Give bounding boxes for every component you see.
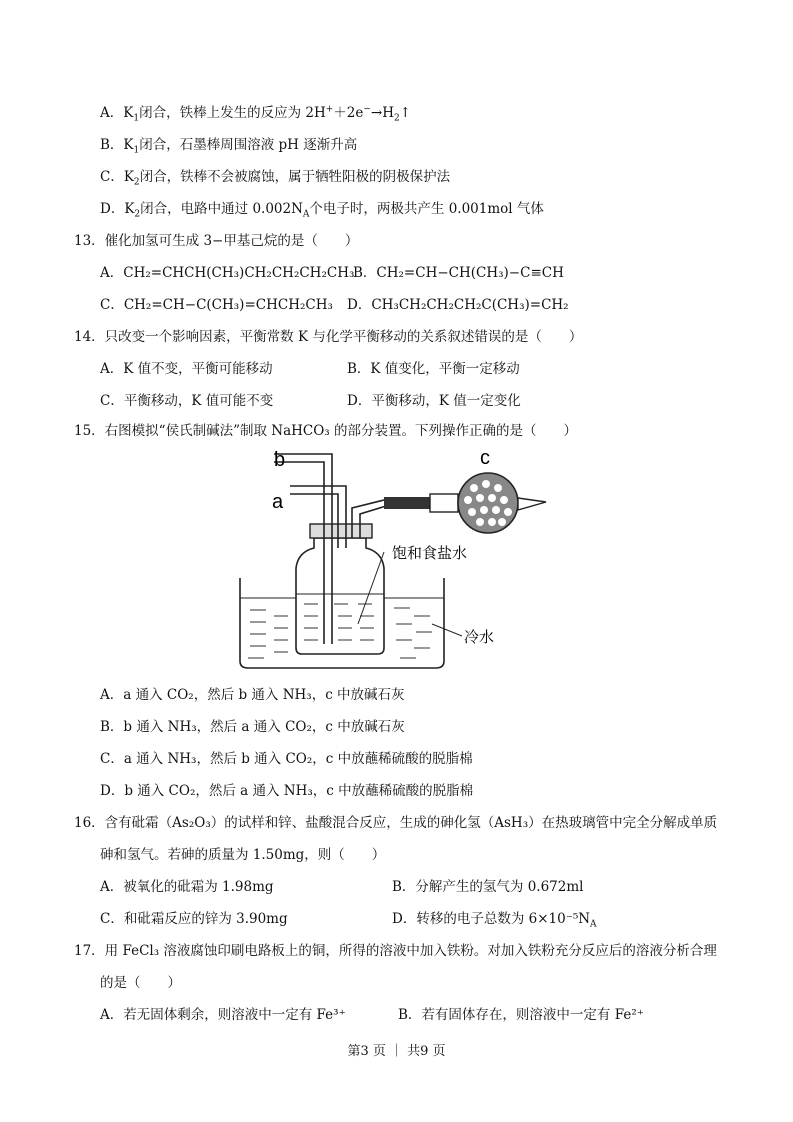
q15-option-d: D．b 通入 CO₂，然后 a 通入 NH₃，c 中放蘸稀硫酸的脱脂棉 — [100, 783, 474, 799]
q13-stem: 13．催化加氢可生成 3−甲基己烷的是（ ） — [74, 233, 359, 249]
q16-option-b: B．分解产生的氢气为 0.672ml — [392, 879, 584, 895]
label-cold-water: 冷水 — [464, 628, 495, 646]
apparatus-diagram — [234, 448, 564, 676]
q14-option-d: D．平衡移动，K 值一定变化 — [347, 393, 521, 409]
gas-washing-bottle — [296, 538, 384, 654]
cold-water-pointer — [432, 624, 462, 636]
q16-stem-line1: 16．含有砒霜（As₂O₃）的试样和锌、盐酸混合反应，生成的砷化氢（AsH₃）在热玻璃管中完全分解成单质 — [74, 815, 718, 831]
q12-option-a: A．$K_1$闭合，铁棒上发生的反应为 $2H^++2e^-\to H_2↑$ — [100, 104, 412, 124]
connector-hose — [384, 497, 430, 509]
q14-stem: 14．只改变一个影响因素，平衡常数 K 与化学平衡移动的关系叙述错误的是（ ） — [74, 329, 583, 345]
q13-option-c: C．CH₂=CH−C(CH₃)=CHCH₂CH₃ — [100, 297, 333, 313]
q17-option-a: A．若无固体剩余，则溶液中一定有 Fe³⁺ — [100, 1007, 346, 1023]
q13-option-d: D．CH₃CH₂CH₂CH₂C(CH₃)=CH₂ — [347, 297, 569, 313]
page-footer: 第3 页 ｜ 共9 页 — [347, 1044, 446, 1059]
q15-stem: 15．右图模拟“侯氏制碱法”制取 NaHCO₃ 的部分装置。下列操作正确的是（ ） — [74, 423, 578, 439]
q17-stem-line2: 的是（ ） — [100, 975, 181, 991]
q17-option-b: B．若有固体存在，则溶液中一定有 Fe²⁺ — [398, 1007, 644, 1023]
q17-stem-line1: 17．用 FeCl₃ 溶液腐蚀印刷电路板上的铜，所得的溶液中加入铁粉。对加入铁粉充分反应后的溶液分析合理 — [74, 943, 717, 959]
label-b: b — [274, 449, 286, 471]
q14-option-c: C．平衡移动，K 值可能不变 — [100, 393, 274, 409]
q15-option-a: A．a 通入 CO₂，然后 b 通入 NH₃，c 中放碱石灰 — [100, 687, 405, 703]
q15-option-b: B．b 通入 NH₃，然后 a 通入 CO₂，c 中放碱石灰 — [100, 719, 405, 735]
drying-tube-outlet — [518, 498, 546, 510]
q15-option-c: C．a 通入 NH₃，然后 b 通入 CO₂，c 中放蘸稀硫酸的脱脂棉 — [100, 751, 473, 767]
q12-option-d: D．$K_2$闭合，电路中通过 $0.002N_A$个电子时，两极共产生 0.001mol 气体 — [100, 201, 544, 220]
q16-option-d: D．转移的电子总数为 $6\times 10^{-5}N_A$ — [392, 911, 597, 930]
q14-option-b: B．K 值变化，平衡一定移动 — [347, 361, 520, 377]
label-a: a — [272, 491, 284, 513]
label-c: c — [480, 448, 490, 469]
q12-option-c: C．$K_2$闭合，铁棒不会被腐蚀，属于牺牲阳极的阴极保护法 — [100, 169, 451, 188]
rubber-stopper — [310, 524, 372, 538]
q14-option-a: A．K 值不变，平衡可能移动 — [100, 361, 273, 377]
q16-option-c: C．和砒霜反应的锌为 3.90mg — [100, 911, 288, 927]
q12-option-b: B．$K_1$闭合，石墨棒周围溶液 pH 逐渐升高 — [100, 137, 358, 156]
q13-option-b: B．CH₂=CH−CH(CH₃)−C≡CH — [353, 265, 564, 281]
q16-stem-line2: 砷和氢气。若砷的质量为 1.50mg，则（ ） — [100, 847, 386, 863]
q16-option-a: A．被氧化的砒霜为 1.98mg — [100, 879, 274, 895]
label-brine: 饱和食盐水 — [392, 544, 468, 562]
q13-option-a: A．CH₂=CHCH(CH₃)CH₂CH₂CH₂CH₃ — [100, 265, 355, 281]
